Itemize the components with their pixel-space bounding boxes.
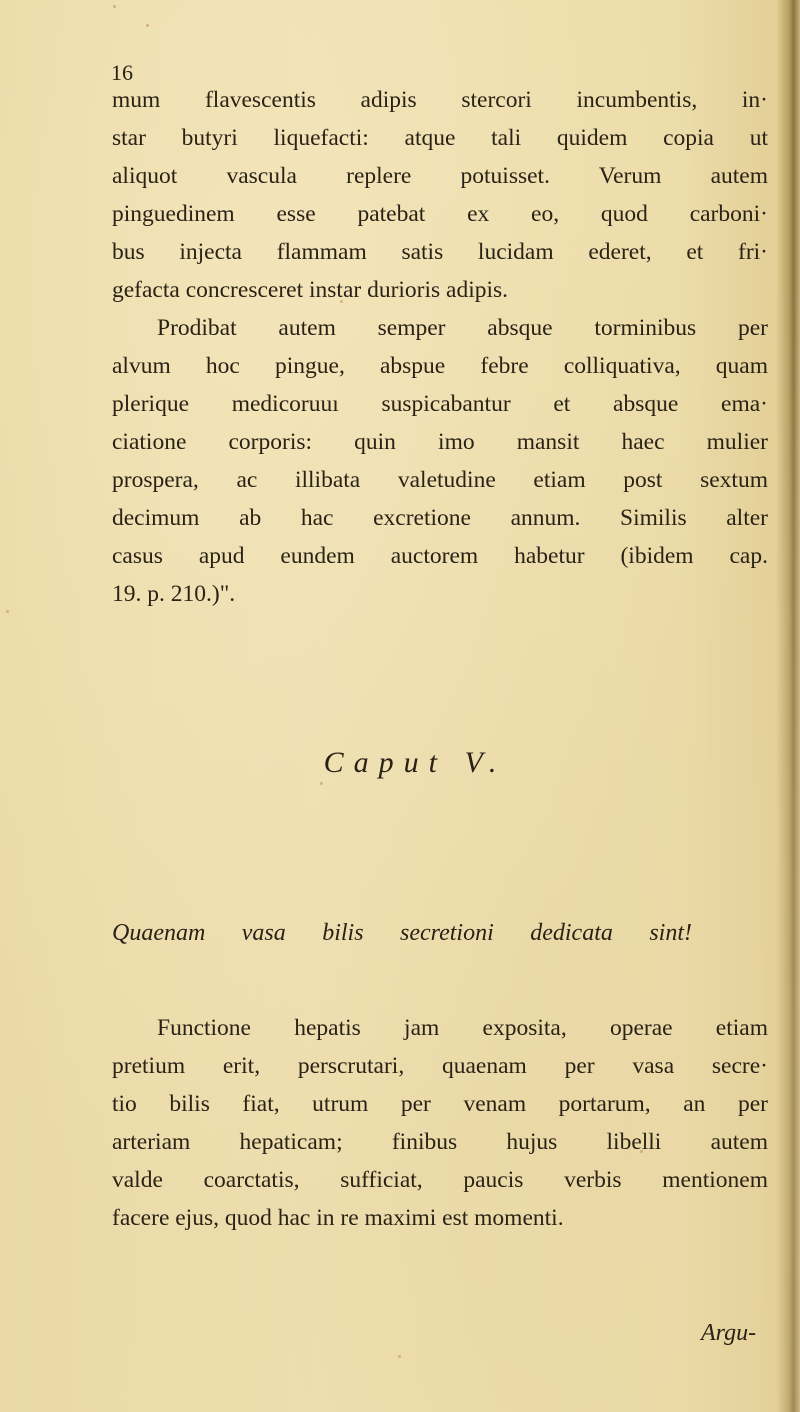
paper-speck — [146, 24, 149, 27]
paper-speck — [320, 782, 323, 785]
text-line: pinguedinem esse patebat ex eo, quod carboni· — [112, 201, 768, 227]
text-line: aliquot vascula replere potuisset. Verum autem — [112, 163, 768, 189]
text-line: pretium erit, perscrutari, quaenam per vasa secre· — [112, 1053, 768, 1079]
text-line: plerique medicoruuı suspicabantur et absque ema· — [112, 391, 768, 417]
chapter-title: Caput V. — [323, 746, 507, 779]
chapter-subtitle: Quaenam vasa bilis secretioni dedicata sint! — [112, 920, 692, 946]
paper-speck — [6, 610, 9, 613]
text-line: arteriam hepaticam; finibus hujus libelli autem — [112, 1129, 768, 1155]
paper-speck — [113, 5, 116, 8]
text-line: star butyri liquefacti: atque tali quidem copia ut — [112, 125, 768, 151]
text-line: ciatione corporis: quin imo mansit haec mulier — [112, 429, 768, 455]
text-line: gefacta concresceret instar durioris adipis. — [112, 277, 509, 303]
text-line: alvum hoc pingue, abspue febre colliquativa, quam — [112, 353, 768, 379]
page-number: 16 — [111, 60, 133, 85]
text-line: tio bilis fiat, utrum per venam portarum, an per — [112, 1091, 768, 1117]
text-line: prospera, ac illibata valetudine etiam post sextum — [112, 467, 768, 493]
text-line: 19. p. 210.)". — [112, 581, 236, 607]
text-line: facere ejus, quod hac in re maximi est momenti. — [112, 1205, 564, 1231]
text-line: casus apud eundem auctorem habetur (ibidem cap. — [112, 543, 768, 569]
text-line: decimum ab hac excretione annum. Similis alter — [112, 505, 768, 531]
text-line: mum flavescentis adipis stercori incumbentis, in· — [112, 87, 768, 113]
catchword: Argu- — [701, 1320, 757, 1346]
text-line: Prodibat autem semper absque torminibus per — [157, 315, 768, 341]
text-line: bus injecta flammam satis lucidam ederet, et fri· — [112, 239, 768, 265]
text-line: valde coarctatis, sufficiat, paucis verbis mentionem — [112, 1167, 768, 1193]
text-line: Functione hepatis jam exposita, operae etiam — [157, 1015, 768, 1041]
paper-speck — [398, 1355, 401, 1358]
